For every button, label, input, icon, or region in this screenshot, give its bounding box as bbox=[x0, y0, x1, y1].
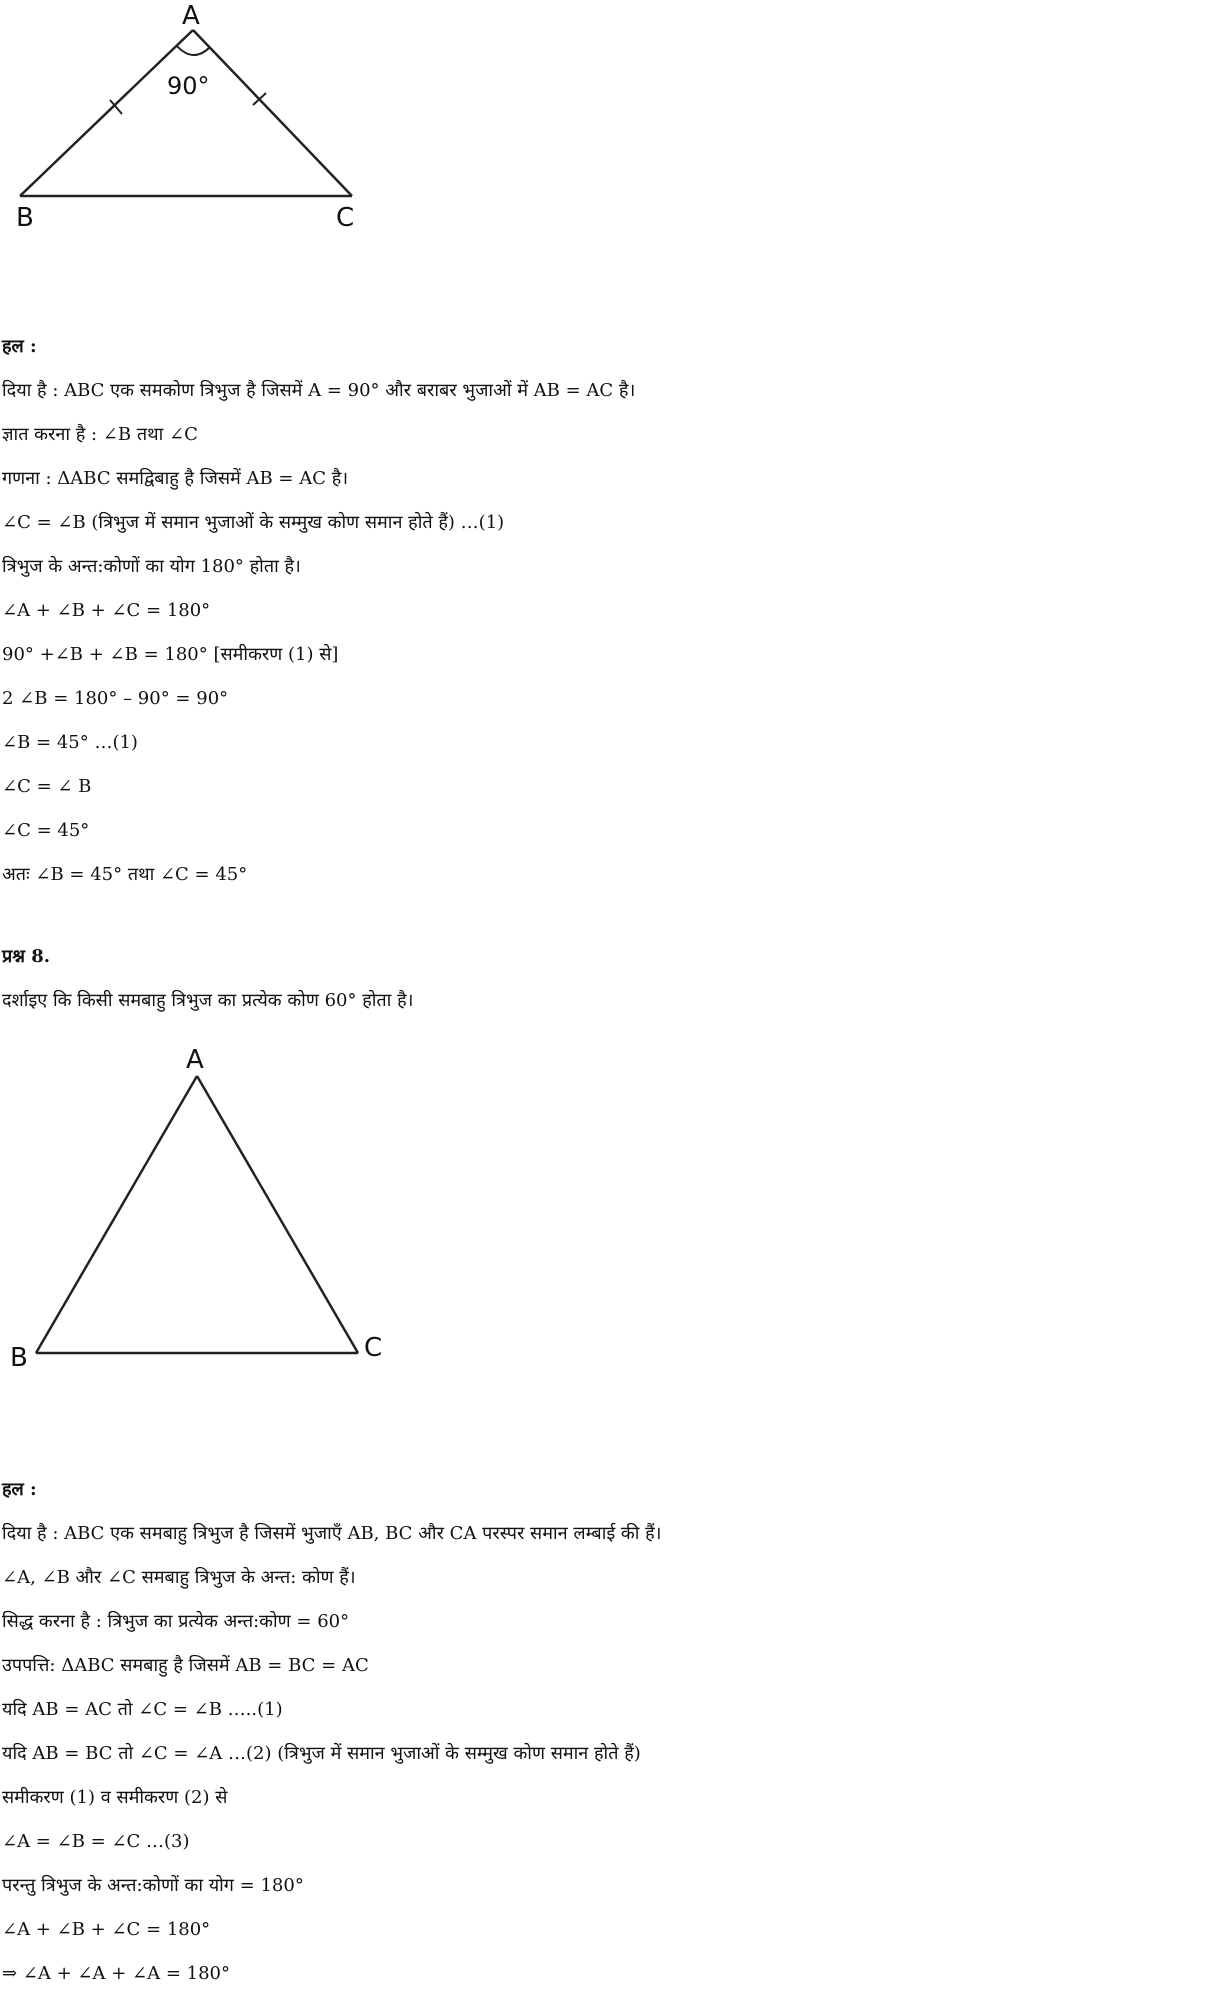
vertex-label-c: C bbox=[336, 203, 355, 233]
solution-line: यदि AB = BC तो ∠C = ∠A …(2) (त्रिभुज में समान भुजाओं के सम्मुख कोण समान होते हैं) bbox=[2, 1743, 641, 1764]
side-ab bbox=[36, 1076, 197, 1353]
solution-line: यदि AB = AC तो ∠C = ∠B …..(1) bbox=[2, 1699, 283, 1720]
question-8 bbox=[2, 935, 1219, 1023]
triangle-abc-diagram bbox=[0, 0, 420, 240]
figure-equilateral-triangle bbox=[0, 1040, 420, 1380]
solution-line: दिया है : ABC एक समकोण त्रिभुज है जिसमें A = 90° और बराबर भुजाओं में AB = AC है। bbox=[2, 380, 636, 401]
solution-line: परन्तु त्रिभुज के अन्त:कोणों का योग = 180° bbox=[2, 1875, 304, 1896]
side-ac bbox=[197, 1076, 358, 1353]
vertex-label-b: B bbox=[16, 203, 34, 233]
solution-line: 90° +∠B + ∠B = 180° [समीकरण (1) से] bbox=[2, 644, 339, 665]
figure-right-isosceles-triangle bbox=[0, 0, 420, 240]
angle-label-90: 90° bbox=[167, 72, 210, 100]
solution-line: त्रिभुज के अन्त:कोणों का योग 180° होता है। bbox=[2, 556, 301, 577]
solution-line: दिया है : ABC एक समबाहु त्रिभुज है जिसमें भुजाएँ AB, BC और CA परस्पर समान लम्बाई की हैं। bbox=[2, 1523, 662, 1544]
question-heading: प्रश्न 8. bbox=[2, 946, 51, 967]
solution-line: 2 ∠B = 180° – 90° = 90° bbox=[2, 688, 229, 709]
solution-line: अतः ∠B = 45° तथा ∠C = 45° bbox=[2, 864, 248, 885]
question-text: दर्शाइए कि किसी समबाहु त्रिभुज का प्रत्येक कोण 60° होता है। bbox=[2, 990, 414, 1011]
solution-line: ∠A + ∠B + ∠C = 180° bbox=[2, 600, 211, 621]
solution-1 bbox=[2, 325, 1219, 897]
solution-line: ∠A + ∠B + ∠C = 180° bbox=[2, 1919, 211, 1940]
solution-line: ∠A = ∠B = ∠C …(3) bbox=[2, 1831, 190, 1852]
vertex-label-a: A bbox=[186, 1045, 204, 1075]
vertex-label-c: C bbox=[364, 1333, 383, 1363]
solution-line: ∠A, ∠B और ∠C समबाहु त्रिभुज के अन्त: कोण हैं। bbox=[2, 1567, 356, 1588]
solution-heading: हल : bbox=[2, 336, 37, 357]
solution-line: ∠C = ∠ B bbox=[2, 776, 92, 797]
solution-line: गणना : ΔABC समद्विबाहु है जिसमें AB = AC है। bbox=[2, 468, 349, 489]
solution-line: ⇒ ∠A + ∠A + ∠A = 180° bbox=[2, 1963, 230, 1984]
solution-line: समीकरण (1) व समीकरण (2) से bbox=[2, 1787, 228, 1808]
solution-line: ∠C = 45° bbox=[2, 820, 90, 841]
angle-arc-a bbox=[176, 45, 210, 55]
solution-line: उपपत्ति: ΔABC समबाहु है जिसमें AB = BC = AC bbox=[2, 1655, 369, 1676]
solution-heading: हल : bbox=[2, 1479, 37, 1500]
side-ac bbox=[193, 30, 352, 196]
solution-line: ∠B = 45° …(1) bbox=[2, 732, 138, 753]
solution-line: सिद्ध करना है : त्रिभुज का प्रत्येक अन्त:कोण = 60° bbox=[2, 1611, 350, 1632]
triangle-abc-diagram bbox=[0, 1040, 420, 1380]
solution-line: ∠C = ∠B (त्रिभुज में समान भुजाओं के सम्मुख कोण समान होते हैं) …(1) bbox=[2, 512, 505, 533]
solution-2 bbox=[2, 1468, 1219, 1996]
vertex-label-b: B bbox=[10, 1343, 28, 1373]
vertex-label-a: A bbox=[182, 1, 200, 31]
side-ab bbox=[20, 30, 193, 196]
solution-line: ज्ञात करना है : ∠B तथा ∠C bbox=[2, 424, 198, 445]
